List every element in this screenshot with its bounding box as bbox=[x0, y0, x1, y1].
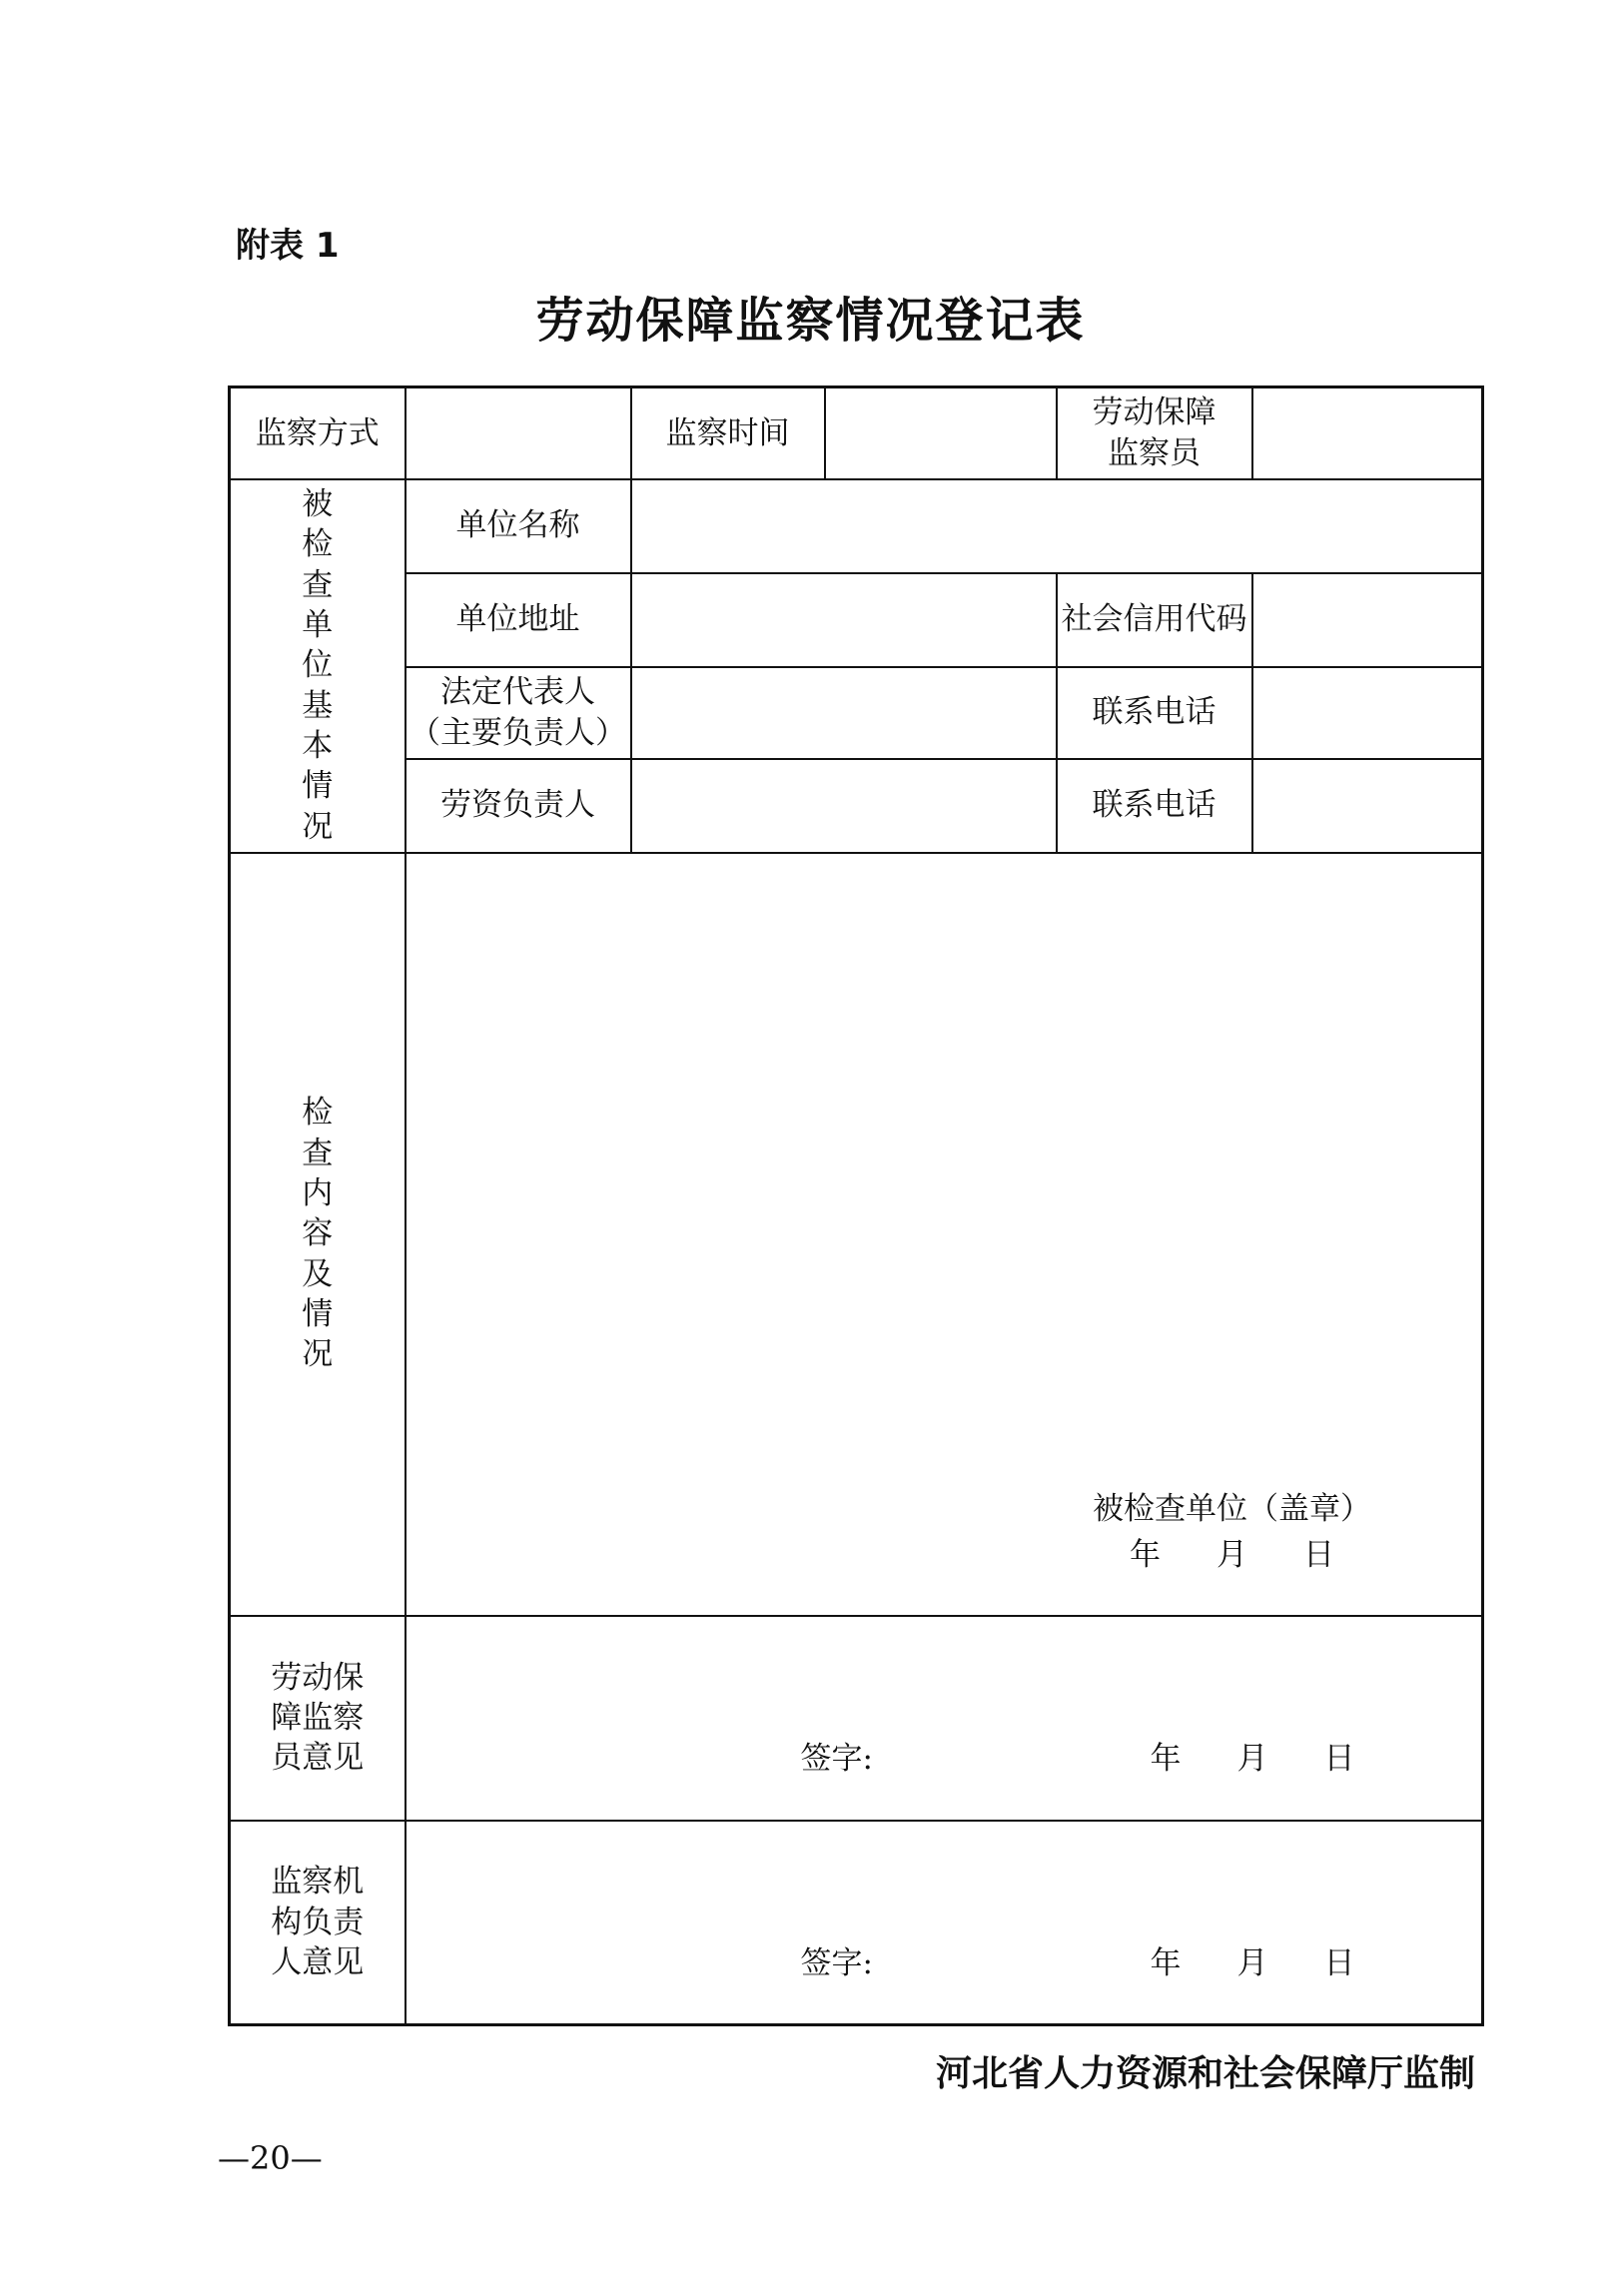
signature-date bbox=[1151, 1739, 1355, 1779]
inspector-label bbox=[1057, 387, 1252, 479]
inspection-content-area[interactable] bbox=[405, 853, 1483, 1616]
content-label-char: 查 bbox=[302, 1135, 334, 1171]
date-year: 年 bbox=[1150, 1944, 1182, 1981]
date-month: 月 bbox=[1216, 1537, 1247, 1573]
content-label-char: 容 bbox=[302, 1215, 334, 1252]
opinion-label-line: 构负责 bbox=[271, 1904, 365, 1940]
inspector-opinion-label bbox=[230, 1616, 405, 1821]
unit-label-char: 本 bbox=[302, 727, 334, 764]
inspector-opinion-area[interactable] bbox=[405, 1616, 1483, 1821]
method-label: 监察方式 bbox=[230, 387, 405, 479]
page-number: —20— bbox=[218, 2139, 323, 2177]
row-inspection-meta bbox=[230, 387, 1483, 479]
date-day: 日 bbox=[1323, 1741, 1355, 1778]
time-value[interactable] bbox=[825, 387, 1057, 479]
method-value[interactable] bbox=[405, 387, 631, 479]
phone-label-2: 联系电话 bbox=[1057, 759, 1252, 853]
row-inspector-opinion bbox=[230, 1616, 1483, 1821]
unit-label-char: 况 bbox=[302, 808, 334, 845]
row-wage-manager bbox=[230, 759, 1483, 853]
phone-label-1: 联系电话 bbox=[1057, 667, 1252, 759]
unit-label-char: 情 bbox=[302, 768, 334, 805]
content-label-char: 内 bbox=[302, 1175, 334, 1212]
agency-opinion-area[interactable] bbox=[405, 1821, 1483, 2025]
unit-address-label: 单位地址 bbox=[405, 573, 631, 667]
inspector-label-line2: 监察员 bbox=[1108, 434, 1201, 471]
date-day: 日 bbox=[1323, 1944, 1355, 1981]
seal-date bbox=[1093, 1532, 1371, 1579]
unit-address-value[interactable] bbox=[631, 573, 1057, 667]
signature-label: 签字: bbox=[800, 1944, 873, 1981]
unit-label-char: 基 bbox=[302, 687, 334, 724]
inspection-form-table bbox=[228, 385, 1484, 2026]
unit-name-label: 单位名称 bbox=[405, 479, 631, 573]
date-year: 年 bbox=[1150, 1741, 1182, 1778]
legal-rep-value[interactable] bbox=[631, 667, 1057, 759]
opinion-label-line: 人意见 bbox=[271, 1943, 365, 1980]
unit-label-char: 位 bbox=[302, 647, 334, 684]
appendix-label: 附表 1 bbox=[236, 226, 340, 266]
opinion-label-line: 障监察 bbox=[271, 1699, 365, 1736]
legal-rep-label bbox=[405, 667, 631, 759]
legal-rep-label-line2: （主要负责人） bbox=[409, 714, 626, 751]
opinion-label-line: 员意见 bbox=[271, 1740, 365, 1777]
opinion-label-line: 监察机 bbox=[271, 1864, 365, 1901]
unit-label-char: 检 bbox=[302, 526, 334, 563]
phone-value-1[interactable] bbox=[1252, 667, 1483, 759]
row-agency-opinion bbox=[230, 1821, 1483, 2025]
seal-text: 被检查单位（盖章） bbox=[1093, 1490, 1371, 1527]
date-month: 月 bbox=[1236, 1944, 1268, 1981]
credit-code-label: 社会信用代码 bbox=[1057, 573, 1252, 667]
unit-label-char: 被 bbox=[302, 486, 334, 523]
unit-label-char: 查 bbox=[302, 566, 334, 603]
content-label-char: 及 bbox=[302, 1255, 334, 1292]
signature-date bbox=[1151, 1943, 1355, 1983]
time-label: 监察时间 bbox=[631, 387, 825, 479]
inspector-label-line1: 劳动保障 bbox=[1092, 394, 1216, 431]
content-label-char: 情 bbox=[302, 1295, 334, 1332]
form-title: 劳动保障监察情况登记表 bbox=[535, 293, 1086, 349]
row-inspection-content bbox=[230, 853, 1483, 1616]
content-section-label bbox=[230, 853, 405, 1616]
content-label-char: 检 bbox=[302, 1095, 334, 1132]
signature-label: 签字: bbox=[800, 1741, 873, 1778]
opinion-label-line: 劳动保 bbox=[271, 1659, 365, 1696]
row-legal-rep bbox=[230, 667, 1483, 759]
agency-opinion-label bbox=[230, 1821, 405, 2025]
unit-label-char: 单 bbox=[302, 607, 334, 644]
credit-code-value[interactable] bbox=[1252, 573, 1483, 667]
unit-name-value[interactable] bbox=[631, 479, 1483, 573]
row-unit-address bbox=[230, 573, 1483, 667]
inspector-value[interactable] bbox=[1252, 387, 1483, 479]
date-day: 日 bbox=[1303, 1537, 1334, 1573]
date-year: 年 bbox=[1130, 1537, 1161, 1573]
issuer-line: 河北省人力资源和社会保障厅监制 bbox=[935, 2053, 1475, 2094]
row-unit-name bbox=[230, 479, 1483, 573]
wage-manager-value[interactable] bbox=[631, 759, 1057, 853]
wage-manager-label: 劳资负责人 bbox=[405, 759, 631, 853]
phone-value-2[interactable] bbox=[1252, 759, 1483, 853]
unit-section-label bbox=[230, 479, 405, 853]
legal-rep-label-line1: 法定代表人 bbox=[440, 674, 595, 711]
content-label-char: 况 bbox=[302, 1336, 334, 1373]
date-month: 月 bbox=[1236, 1741, 1268, 1778]
seal-block bbox=[1093, 1486, 1371, 1579]
